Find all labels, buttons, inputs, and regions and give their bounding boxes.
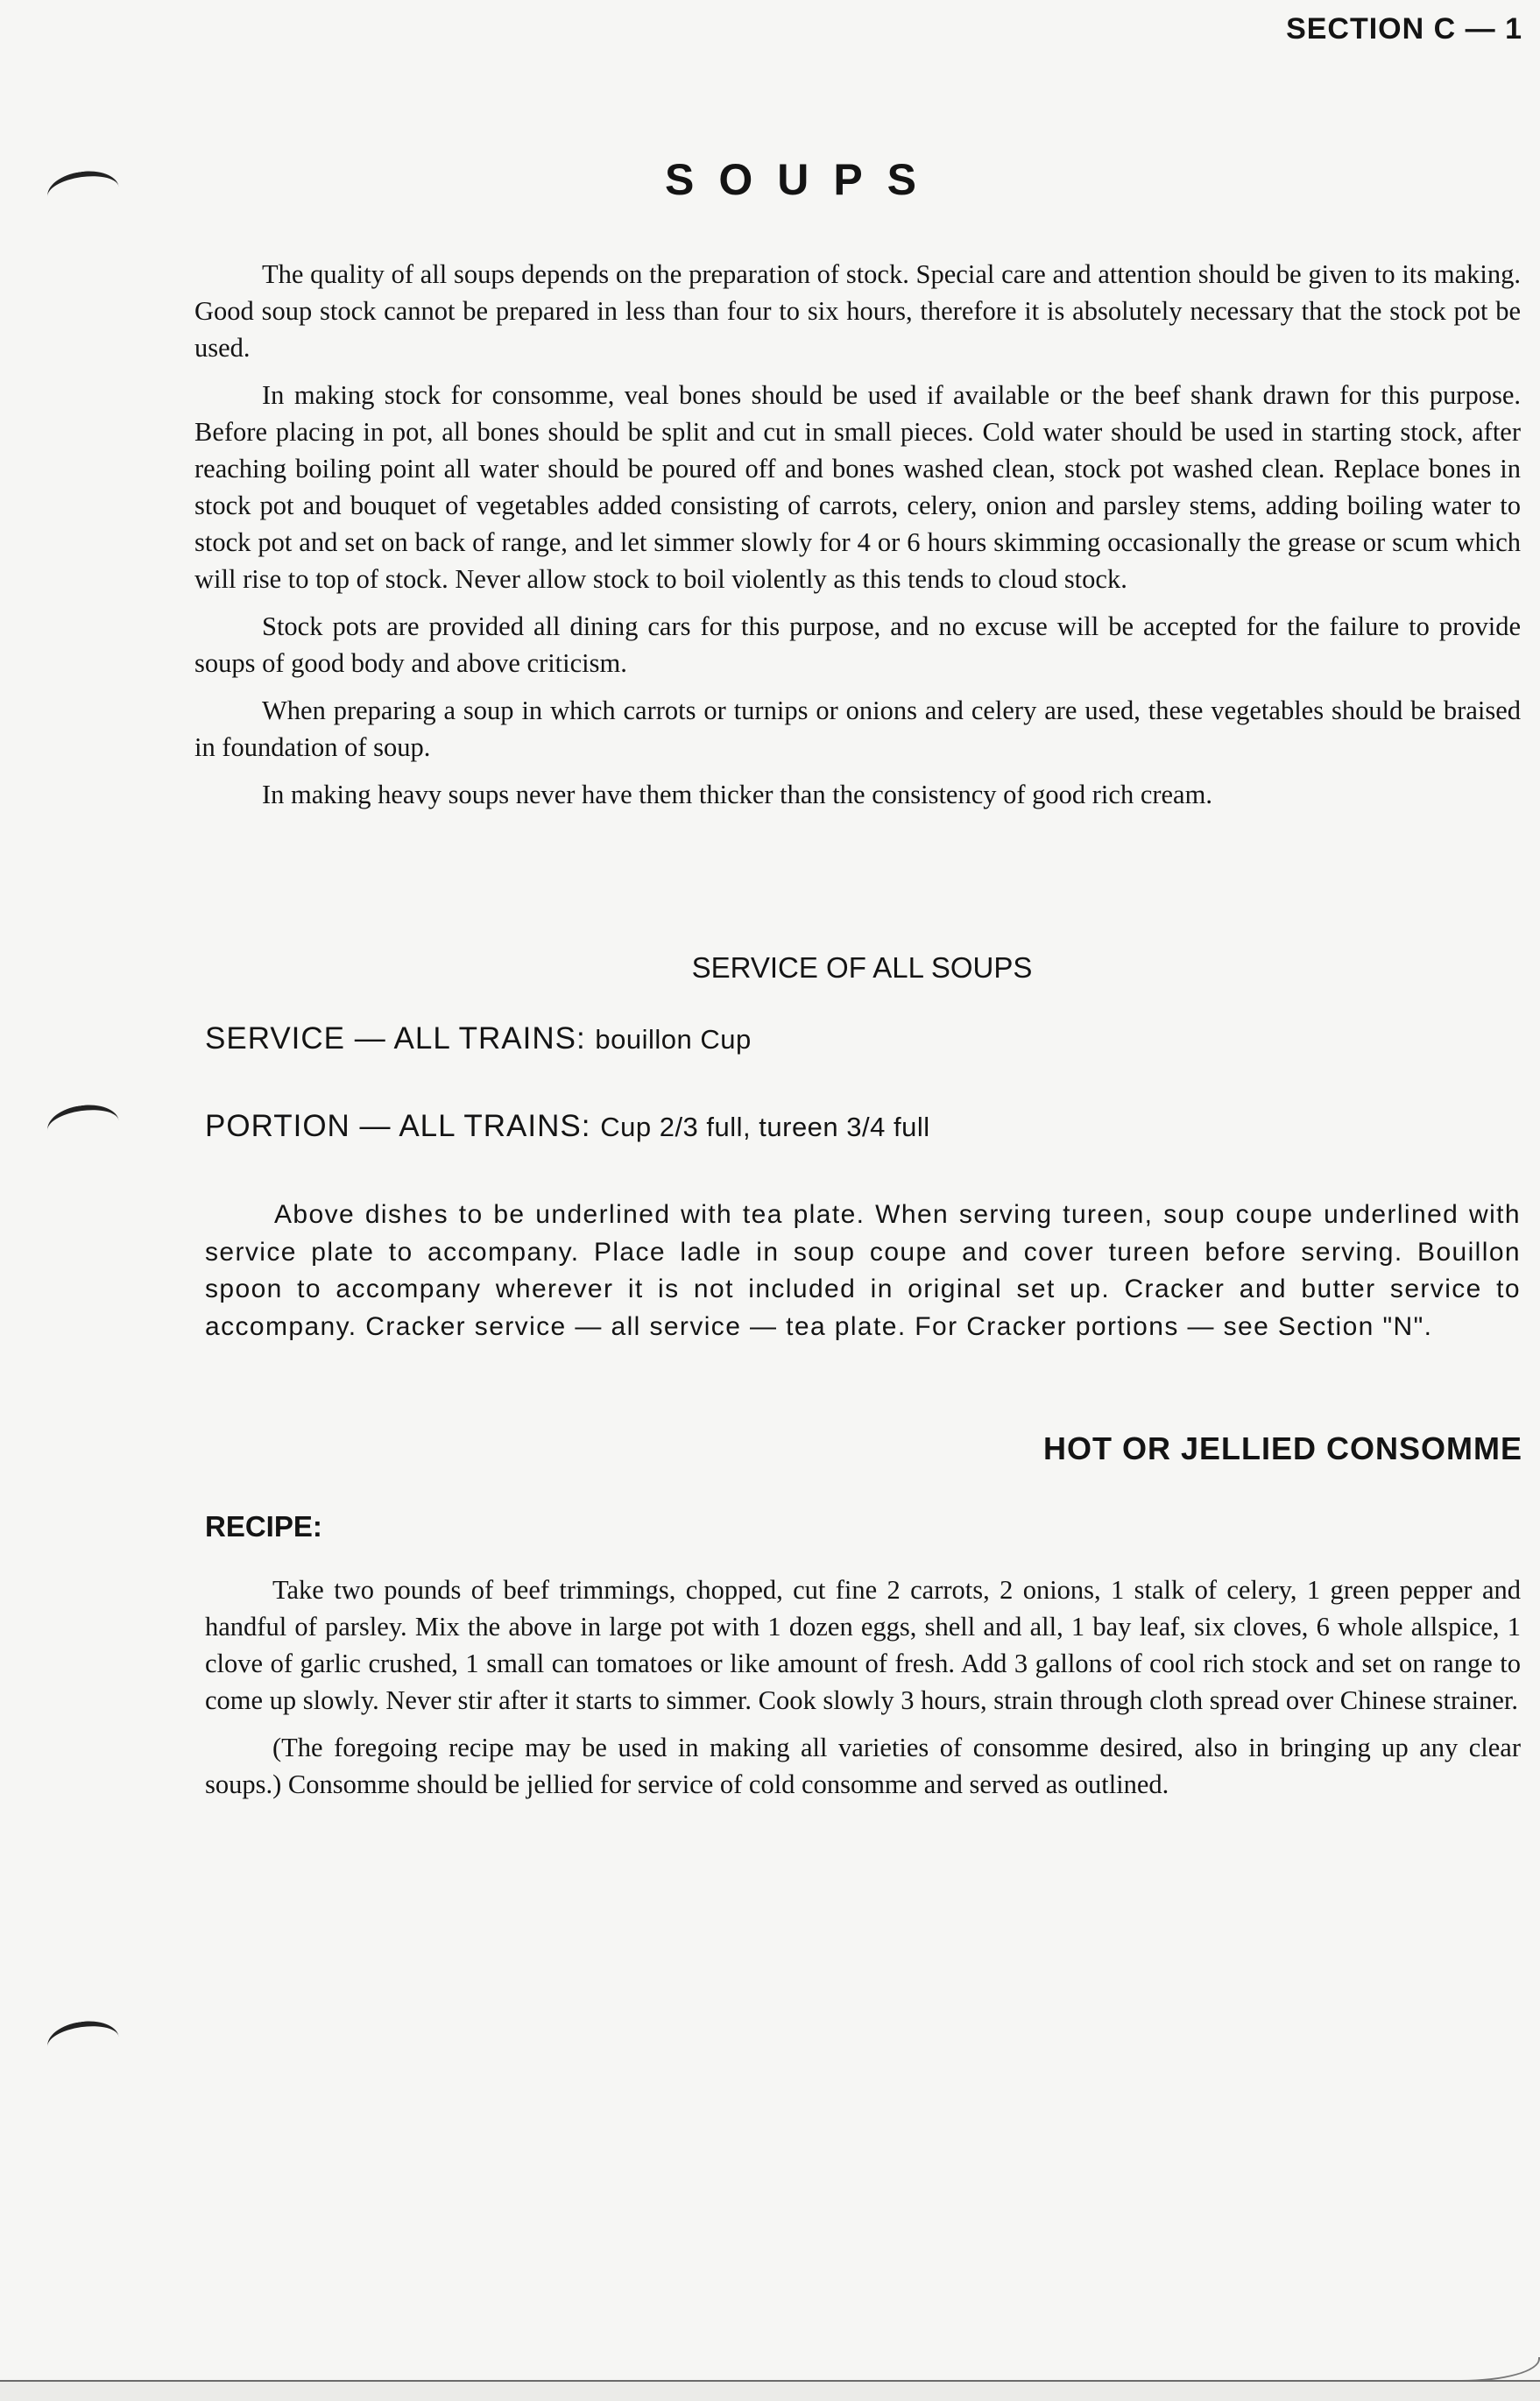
intro-text xyxy=(194,256,1521,823)
portion-label: PORTION — ALL TRAINS: xyxy=(205,1109,591,1143)
intro-paragraph: When preparing a soup in which carrots or turnips or onions and celery are used, these vegetables should be braised in foundation of soup. xyxy=(194,696,1521,762)
recipe-text xyxy=(205,1571,1521,1813)
binder-hole-bottom xyxy=(45,2017,122,2067)
recipe-label: RECIPE: xyxy=(205,1510,322,1543)
portion-value: Cup 2/3 full, tureen 3/4 full xyxy=(600,1112,930,1142)
service-value: bouillon Cup xyxy=(595,1024,752,1055)
portion-line xyxy=(205,1109,930,1144)
binder-hole-middle xyxy=(45,1101,122,1151)
service-note: Above dishes to be underlined with tea plate. When serving tureen, soup coupe underlined with service plate to accompany. Place ladle in soup coupe and cover tureen before serving. Bouillon spoon to accompany wherever it is not included in original set up. Cracker and butter service to accompany. Cracker service — all service — tea plate. For Cracker portions — see Section "N". xyxy=(205,1200,1521,1341)
page-bottom-edge xyxy=(0,2380,1540,2401)
service-label: SERVICE — ALL TRAINS: xyxy=(205,1021,586,1056)
service-heading: SERVICE OF ALL SOUPS xyxy=(691,951,1033,984)
intro-paragraph: In making heavy soups never have them thicker than the consistency of good rich cream. xyxy=(262,780,1212,809)
service-line xyxy=(205,1021,752,1056)
section-label: SECTION C — 1 xyxy=(1286,12,1522,46)
recipe-paragraph: (The foregoing recipe may be used in making all varieties of consomme desired, also in bringing up any clear soups.) Consomme should be jellied for service of cold consomme and served as outlined. xyxy=(205,1733,1521,1799)
intro-paragraph: The quality of all soups depends on the preparation of stock. Special care and attention should be given to its making. Good soup stock cannot be prepared in less than four to six hours, therefore it is absolutely necessary that the stock pot be used. xyxy=(194,259,1521,363)
recipe-paragraph: Take two pounds of beef trimmings, chopped, cut fine 2 carrots, 2 onions, 1 stalk of celery, 1 green pepper and handful of parsley. Mix the above in large pot with 1 dozen eggs, shell and all, 1 bay leaf, six cloves, 6 whole allspice, 1 clove of garlic crushed, 1 small can tomatoes or like amount of fresh. Add 3 gallons of cool rich stock and set on range to come up slowly. Never stir after it starts to simmer. Cook slowly 3 hours, strain through cloth spread over Chinese strainer. xyxy=(205,1575,1521,1715)
intro-paragraph: In making stock for consomme, veal bones should be used if available or the beef shank drawn for this purpose. Before placing in pot, all bones should be split and cut in small pieces. Cold water should be used in starting stock, after reaching boiling point all water should be poured off and bones washed clean, stock pot washed clean. Replace bones in stock pot and bouquet of vegetables added consisting of carrots, celery, onion and parsley stems, adding boiling water to stock pot and set on back of range, and let simmer slowly for 4 or 6 hours skimming occasionally the grease or scum which will rise to top of stock. Never allow stock to boil violently as this tends to cloud stock. xyxy=(194,380,1521,594)
consomme-heading: HOT OR JELLIED CONSOMME xyxy=(1042,1430,1522,1466)
intro-paragraph: Stock pots are provided all dining cars for this purpose, and no excuse will be accepted for the failure to provide soups of good body and above criticism. xyxy=(194,611,1521,678)
page-corner xyxy=(1459,2357,1540,2382)
page-title: SOUPS xyxy=(664,155,942,204)
